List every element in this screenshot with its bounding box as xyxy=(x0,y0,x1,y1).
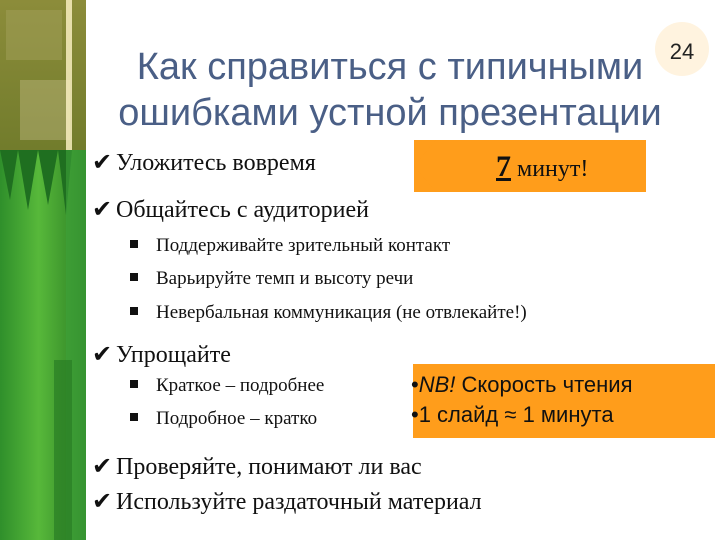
sub-bullet-item xyxy=(130,235,450,257)
bullet-item xyxy=(92,487,482,516)
minute-text: 1 минута xyxy=(522,402,614,427)
checkmark-icon: ✔ xyxy=(92,342,113,368)
square-bullet-icon xyxy=(130,307,138,315)
checkmark-icon: ✔ xyxy=(92,197,113,223)
sub-bullet-text: Краткое – подробнее xyxy=(156,375,325,396)
square-bullet-icon xyxy=(130,380,138,388)
bullet-item xyxy=(92,195,369,224)
nb-callout xyxy=(413,364,715,438)
title-line-2: ошибками устной презентации xyxy=(118,92,662,134)
checkmark-icon: ✔ xyxy=(92,150,113,176)
bullet-text: Уложитесь вовремя xyxy=(116,150,316,176)
bullet-item xyxy=(92,148,316,177)
bullet-text: Используйте раздаточный материал xyxy=(116,489,482,515)
square-bullet-icon xyxy=(130,273,138,281)
slide-text: 1 слайд xyxy=(418,402,499,427)
sub-bullet-text: Невербальная коммуникация (не отвлекайте!) xyxy=(156,302,527,323)
nb-line-2: •1 слайд ≈ 1 минута xyxy=(411,402,614,427)
sub-bullet-item xyxy=(130,375,324,397)
time-callout xyxy=(414,140,646,192)
approx-symbol: ≈ xyxy=(504,402,517,427)
checkmark-icon: ✔ xyxy=(92,454,113,480)
nb-label: NB! xyxy=(418,372,456,397)
bullet-item xyxy=(92,452,422,481)
bullet-text: Общайтесь с аудиторией xyxy=(116,197,369,223)
sub-bullet-text: Варьируйте темп и высоту речи xyxy=(156,268,414,289)
sub-bullet-item xyxy=(130,268,413,290)
sub-bullet-text: Поддерживайте зрительный контакт xyxy=(156,235,451,256)
sub-bullet-text: Подробное – кратко xyxy=(156,408,318,429)
sub-bullet-item xyxy=(130,302,527,324)
side-panel-art xyxy=(0,0,86,540)
checkmark-icon: ✔ xyxy=(92,489,113,515)
square-bullet-icon xyxy=(130,413,138,421)
square-bullet-icon xyxy=(130,240,138,248)
time-number: 7 xyxy=(496,150,511,183)
bullet-text: Проверяйте, понимают ли вас xyxy=(116,454,422,480)
decorative-side-panel xyxy=(0,0,86,540)
title-line-1: Как справиться с типичными xyxy=(136,46,644,88)
slide-title xyxy=(100,44,680,136)
bullet-item xyxy=(92,340,231,369)
speed-text: Скорость чтения xyxy=(461,372,633,397)
sub-bullet-item xyxy=(130,408,317,430)
slide-number: 24 xyxy=(669,39,695,64)
bullet-text: Упрощайте xyxy=(116,342,231,368)
nb-line-1: •NB! Скорость чтения xyxy=(411,372,633,397)
time-suffix: минут! xyxy=(517,156,589,182)
